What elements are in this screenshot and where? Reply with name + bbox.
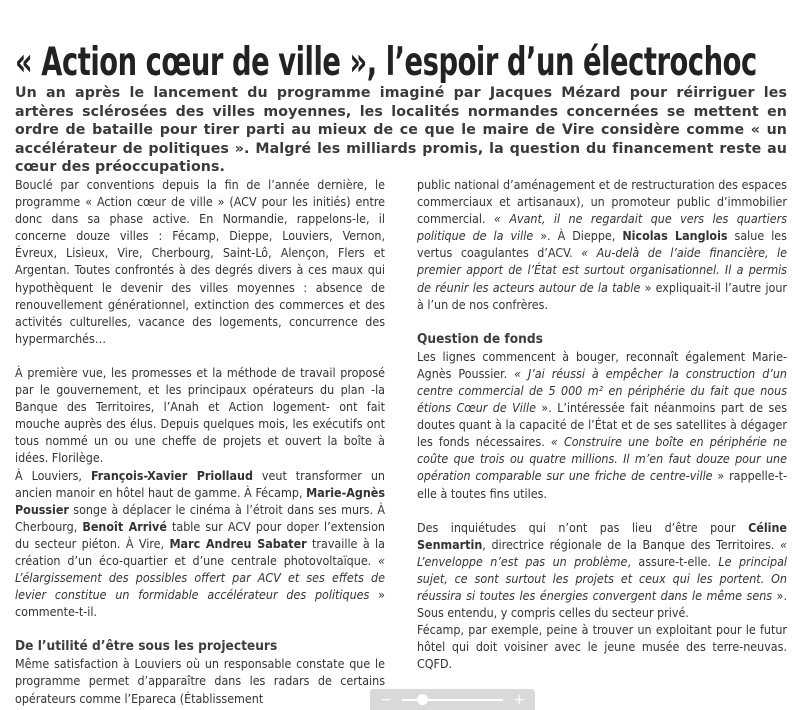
quote: Le principal sujet, ce sont surtout les projets et ceux qui les portent. On réussira si toutes les énergies convergent dans le même sens <box>417 553 788 603</box>
paragraph: À première vue, les promesses et la méthode de travail proposé par le gouvernement, et les principaux opérateurs du plan -la Banque des Territoires, l’Anah et Action logement- ont fait mouche auprès des élus. Depuis quelques mois, les exécutifs ont tous nommé un ou une cheffe de projets et ouvert la boîte à idées. Florilège. <box>15 364 385 466</box>
person-name: Marie-Agnès Poussier <box>15 484 385 517</box>
quote: « Au-delà de l’aide financière, le premier apport de l’État est surtout organisationnel. Il a permis de réunir les acteurs autour de la table <box>417 245 787 295</box>
text: travaille à la création d’un éco-quartier et d’une centrale photovoltaïque. <box>15 535 385 568</box>
quote: « Construire une boîte en périphérie ne coûte que trois ou quatre millions. Il m’en faut douze pour une opération comparable sur une friche de centre-ville <box>417 434 787 484</box>
text: Les lignes commencent à bouger, reconnaît également Marie-Agnès Poussier. <box>417 348 787 381</box>
person-name: Nicolas Langlois <box>622 228 728 244</box>
text: songe à déplacer le cinéma à l’étroit dans ses murs. À Cherbourg, <box>15 501 385 534</box>
left-column <box>15 176 385 707</box>
paragraph: Même satisfaction à Louviers où un responsable constate que le programme permet d’apparaître dans les radars de certains opérateurs comme l’Epareca (Établissement <box>15 656 385 706</box>
section-heading: Question de fonds <box>417 330 543 347</box>
text: ». À Dieppe, <box>533 228 623 244</box>
paragraph: Bouclé par conventions depuis la fin de l’année dernière, le programme « Action cœur de ville » (ACV pour les initiés) entre donc dans sa phase active. En Normandie, rappelons-le, il concerne douze villes : Fécamp, Dieppe, Louviers, Vernon, Évreux, Lisieux, Vire, Cherbourg, Saint-Lô, Alençon, Flers et Argentan. Toutes confrontés à des degrés divers à ces maux qui hypothèquent le devenir des villes moyennes : absence de renouvellement générationnel, extinction des commerces et des activités culturelles, vacance des logements, concurrence des hypermarchés… <box>15 177 385 346</box>
quote: « L’enveloppe n’est pas un problème <box>417 536 787 569</box>
text: ». Sous entendu, y compris celles du secteur privé. <box>417 587 788 621</box>
text: » commente-t-il. <box>15 587 385 620</box>
text: public national d’aménagement et de restructuration des espaces commerciaux et artisanaux), un promoteur public d’immobilier commercial. <box>417 177 787 227</box>
person-name: Marc Andreu Sabater <box>169 535 307 551</box>
person-name: François-Xavier Priollaud <box>90 467 253 483</box>
text: salue les vertus coagulantes d’ACV. <box>417 228 787 261</box>
quote: « L’élargissement des possibles offert par ACV et ses effets de levier constitue un formidable accélérateur des politiques <box>15 552 385 603</box>
paragraph <box>417 176 787 313</box>
text: veut transformer un ancien manoir en hôtel haut de gamme. À Fécamp, <box>15 467 385 500</box>
zoom-in-button[interactable]: + <box>513 691 525 708</box>
quote: « J’ai réussi à empêcher la construction d’un centre commercial de 5 000 m² en périphérie du fait que nous étions Cœur de Ville <box>417 365 787 416</box>
person-name: Benoît Arrivé <box>82 518 167 534</box>
section-heading: De l’utilité d’être sous les projecteurs <box>15 638 278 655</box>
text: Des inquiétudes qui n’ont pas lieu d’être pour <box>417 519 749 535</box>
text: ». L’intéressée fait néanmoins part de ses doutes quant à la capacité de l’État et de ses satellites à dégager les fonds nécessaires. <box>417 400 787 450</box>
text: À Louviers, <box>15 467 91 483</box>
person-name: Céline Senmartin <box>417 519 787 552</box>
article-title: « Action cœur de ville », l’espoir d’un électrochoc <box>15 40 757 86</box>
text: , directrice régionale de la Banque des Territoires. <box>482 536 781 552</box>
text: table sur ACV pour doper l’extension du secteur piéton. À Vire, <box>15 518 385 551</box>
zoom-out-button[interactable]: − <box>380 691 392 708</box>
zoom-control <box>370 689 535 710</box>
text: » rappelle-t-elle à toutes fins utiles. <box>417 468 787 501</box>
text: , assure-t-elle. <box>627 553 719 569</box>
right-column <box>417 176 787 672</box>
paragraph: Fécamp, par exemple, peine à trouver un exploitant pour le futur hôtel qui doit voisiner avec le jeune musée des terre-neuvas. CQFD. <box>417 622 787 672</box>
zoom-slider-handle[interactable] <box>417 694 428 705</box>
article-lead: Un an après le lancement du programme imaginé par Jacques Mézard pour réirriguer les artères sclérosées des villes moyennes, les localités normandes concernées se mettent en ordre de bataille pour tirer parti au mieux de ce que le maire de Vire considère comme « un accélérateur de politiques ». Malgré les milliards promis, la question du financement reste au cœur des préoccupations. <box>15 85 787 176</box>
paragraph <box>417 519 787 622</box>
paragraph <box>417 348 787 502</box>
paragraph <box>15 467 385 621</box>
quote: « Avant, il ne regardait que vers les quartiers politique de la ville <box>417 211 788 244</box>
text: » expliquait-il l’autre jour à l’un de nos confrères. <box>417 279 788 312</box>
zoom-slider[interactable] <box>402 699 504 701</box>
